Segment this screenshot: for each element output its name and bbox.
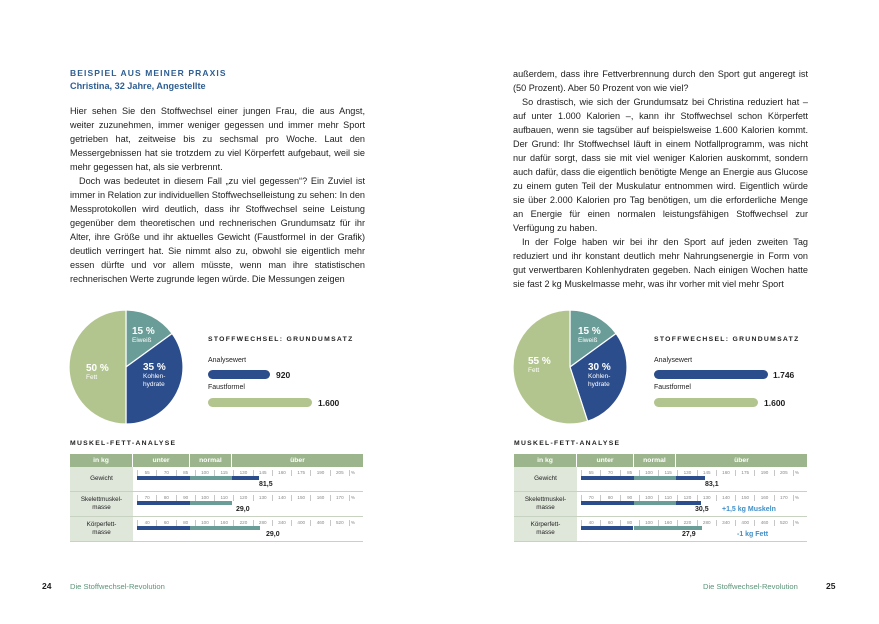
scale-tick: 460 (754, 520, 773, 526)
scale-tick: 100 (195, 470, 214, 476)
scale-tick: 70 (156, 470, 175, 476)
left-mfa-title: MUSKEL-FETT-ANALYSE (70, 440, 177, 447)
left-footer-title: Die Stoffwechsel-Revolution (70, 582, 165, 591)
mfa-band (137, 501, 191, 505)
mfa-row-label: Körperfett- masse (70, 517, 133, 541)
scale-tick: 170 (774, 495, 793, 501)
scale-tick: 140 (272, 495, 291, 501)
scale-tick: 205 (774, 470, 793, 476)
scale-tick: 160 (310, 495, 329, 501)
table-row (70, 492, 363, 517)
right-footer-title: Die Stoffwechsel-Revolution (703, 582, 798, 591)
scale-tick: 40 (137, 520, 156, 526)
right-mfa-header (514, 454, 807, 467)
scale-tick: 100 (195, 520, 214, 526)
scale-tick: % (349, 495, 359, 501)
scale-tick: 160 (214, 520, 233, 526)
scale-tick: 80 (620, 520, 639, 526)
mfa-band (581, 526, 633, 530)
scale-tick: 520 (330, 520, 349, 526)
scale-tick: 190 (754, 470, 773, 476)
mfa-band-normal (634, 501, 676, 505)
left-pie-label-kohlenhydrate: 35 % Kohlen- hydrate (143, 362, 166, 388)
left-page-number: 24 (42, 581, 52, 591)
scale-tick: 60 (156, 520, 175, 526)
left-faust-value: 1.600 (318, 398, 340, 408)
right-paragraph-2: So drastisch, wie sich der Grundumsatz bei Christina reduziert hat – auf unter 1.000 Kalorien –, kann ihr Stoffwechsel schon Körperfett aufbauen, wenn sie tagsüber auf beispielsweise 1.600 Kalorien kommt. Der Grund: Ihr Stoffwechsel läuft in einem Notfallprogramm, was nicht nur dafür sorgt, dass sie mit viel weniger Kalorien auskommt, sondern auch dafür, dass die eigentlich benötigte Menge an Energie aus Glucose zu einem guten Teil der Muskulatur entnommen wird. Eigentlich würde sie über 2.000 Kalorien pro Tag benötigen, um die erforderliche Menge an Energie für einen normalen leistungsfähigen Stoffwechsel zur Verfügung zu haben. (513, 97, 808, 233)
mfa-band-normal (634, 526, 702, 530)
left-faust-label: Faustformel (208, 384, 245, 391)
right-stoffwechsel-title: STOFFWECHSEL: GRUNDUMSATZ (654, 336, 800, 343)
scale-tick: 150 (291, 495, 310, 501)
mfa-row-delta: +1,5 kg Muskeln (722, 506, 776, 513)
scale-tick: 145 (253, 470, 272, 476)
right-faust-value: 1.600 (764, 398, 786, 408)
right-text-column (513, 67, 808, 291)
scale-tick: 175 (735, 470, 754, 476)
scale-tick: 220 (677, 520, 696, 526)
right-mfa-table (514, 454, 807, 542)
scale-tick: 100 (639, 470, 658, 476)
mfa-row-value: 29,0 (236, 506, 250, 513)
scale-tick: % (349, 520, 359, 526)
table-row (514, 467, 807, 492)
mfa-row-value: 27,9 (682, 531, 696, 538)
scale-tick: 170 (330, 495, 349, 501)
scale-tick: 130 (677, 470, 696, 476)
right-analyse-label: Analysewert (654, 357, 693, 364)
right-faust-bar (654, 398, 758, 407)
mfa-row-value: 81,5 (259, 481, 273, 488)
scale-tick: 160 (716, 470, 735, 476)
left-analyse-bar (208, 370, 270, 379)
left-kicker: BEISPIEL AUS MEINER PRAXIS (70, 68, 227, 78)
left-paragraph-2: Doch was bedeutet in diesem Fall „zu viel gegessen“? Ein Zuviel ist immer in Relation zur individuellen Stoffwechselleistung zu sehen: In den Messprotokollen wird deutlich, dass ihr Stoffwechsel seine Leistung gegenüber dem theoretischen und rechnerischen Grundumsatz für ihr Alter, ihre Größe und ihr aktuelles Gewicht (Faustformel in der Grafik) deutlich verringert hat. Sie nimmt also zu, obwohl sie eigentlich mehr essen dürfte und vor allem müsste, wenn man ihre statistischen rechnerischen Werte zugrunde legen würde. Die Messungen zeigen (70, 176, 365, 284)
right-pie-label-fett: 55 % Fett (528, 356, 551, 374)
scale-tick: 190 (310, 470, 329, 476)
left-pie-label-eiweiss: 15 % Eiweiß (132, 326, 155, 344)
scale-tick: 70 (581, 495, 600, 501)
right-analyse-value: 1.746 (773, 370, 795, 380)
mfa-header-unit: in kg (514, 454, 577, 467)
scale-tick: 55 (137, 470, 156, 476)
mfa-row-label: Skelettmuskel- masse (70, 492, 133, 516)
left-mfa-header (70, 454, 363, 467)
mfa-row-value: 83,1 (705, 481, 719, 488)
mfa-band (137, 526, 191, 530)
table-row (514, 517, 807, 542)
scale-tick: 520 (774, 520, 793, 526)
left-analyse-label: Analysewert (208, 357, 247, 364)
mfa-header-low: unter (577, 454, 634, 467)
scale-tick: 90 (176, 495, 195, 501)
scale-tick: 40 (581, 520, 600, 526)
right-analyse-bar (654, 370, 768, 379)
table-row (514, 492, 807, 517)
scale-tick: 110 (658, 495, 677, 501)
mfa-row-value: 30,5 (695, 506, 709, 513)
mfa-band-normal (190, 476, 232, 480)
right-page-number: 25 (826, 581, 836, 591)
right-pie-label-kohlenhydrate: 30 % Kohlen- hydrate (588, 362, 611, 388)
scale-tick: 160 (658, 520, 677, 526)
scale-tick: 280 (253, 520, 272, 526)
mfa-header-high: über (734, 457, 749, 464)
scale-tick: 280 (697, 520, 716, 526)
scale-tick: 460 (310, 520, 329, 526)
left-stoffwechsel-title: STOFFWECHSEL: GRUNDUMSATZ (208, 336, 354, 343)
scale-tick: 55 (581, 470, 600, 476)
scale-tick: % (793, 470, 803, 476)
scale-tick: 145 (697, 470, 716, 476)
scale-tick: 70 (137, 495, 156, 501)
scale-tick: 90 (620, 495, 639, 501)
left-text-column (70, 67, 365, 286)
table-row (70, 517, 363, 542)
scale-tick: 160 (754, 495, 773, 501)
mfa-row-label: Gewicht (70, 467, 133, 491)
left-subkicker: Christina, 32 Jahre, Angestellte (70, 81, 206, 91)
scale-tick: 100 (195, 495, 214, 501)
mfa-band-normal (634, 476, 676, 480)
left-pie-label-fett: 50 % Fett (86, 363, 109, 381)
scale-tick: 400 (735, 520, 754, 526)
scale-tick: 205 (330, 470, 349, 476)
scale-tick: 100 (639, 520, 658, 526)
mfa-header-unit: in kg (70, 454, 133, 467)
table-row (70, 467, 363, 492)
scale-tick: 340 (272, 520, 291, 526)
right-faust-label: Faustformel (654, 384, 691, 391)
right-mfa-title: MUSKEL-FETT-ANALYSE (514, 440, 621, 447)
left-analyse-value: 920 (276, 370, 291, 380)
mfa-band-normal (190, 526, 260, 530)
scale-tick: 100 (639, 495, 658, 501)
scale-tick: 85 (176, 470, 195, 476)
mfa-row-label: Körperfett- masse (514, 517, 577, 541)
scale-tick: 80 (156, 495, 175, 501)
mfa-header-normal: normal (190, 454, 232, 467)
scale-tick: 130 (253, 495, 272, 501)
mfa-row-value: 29,0 (266, 531, 280, 538)
mfa-row-label: Gewicht (514, 467, 577, 491)
mfa-row-delta: -1 kg Fett (737, 531, 769, 538)
right-paragraph-1: außerdem, dass ihre Fettverbrennung durch den Sport gut angeregt ist (50 Prozent). Aber 50 Prozent von wie viel? (513, 69, 808, 93)
scale-tick: 110 (214, 495, 233, 501)
mfa-row-label: Skelettmuskel- masse (514, 492, 577, 516)
scale-tick: 340 (716, 520, 735, 526)
scale-tick: 160 (272, 470, 291, 476)
left-mfa-table (70, 454, 363, 542)
scale-tick: 130 (697, 495, 716, 501)
scale-tick: 400 (291, 520, 310, 526)
mfa-band-normal (190, 501, 232, 505)
right-paragraph-3: In der Folge haben wir bei ihr den Sport auf jeden zweiten Tag reduziert und ihr konstant deutlich mehr Nahrungsenergie in Form von gut verwertbaren Kohlenhydraten gegeben. Nach einigen Wochen hatte sie fast 2 kg Muskelmasse mehr, was ihr vorher mit viel mehr Sport (513, 237, 808, 289)
scale-tick: 140 (716, 495, 735, 501)
scale-tick: 150 (735, 495, 754, 501)
scale-tick: 120 (677, 495, 696, 501)
scale-tick: 120 (233, 495, 252, 501)
left-faust-bar (208, 398, 312, 407)
mfa-header-low: unter (133, 454, 190, 467)
scale-tick: 70 (600, 470, 619, 476)
scale-tick: % (793, 520, 803, 526)
scale-tick: 85 (620, 470, 639, 476)
mfa-header-normal: normal (634, 454, 676, 467)
scale-tick: 220 (233, 520, 252, 526)
scale-tick: % (349, 470, 359, 476)
scale-tick: 115 (658, 470, 677, 476)
scale-tick: % (793, 495, 803, 501)
scale-tick: 60 (600, 520, 619, 526)
scale-tick: 115 (214, 470, 233, 476)
scale-tick: 175 (291, 470, 310, 476)
scale-tick: 80 (600, 495, 619, 501)
mfa-header-high: über (290, 457, 305, 464)
scale-tick: 80 (176, 520, 195, 526)
right-pie-label-eiweiss: 15 % Eiweiß (578, 326, 601, 344)
scale-tick: 130 (233, 470, 252, 476)
left-paragraph-1: Hier sehen Sie den Stoffwechsel einer jungen Frau, die aus Angst, weiter zuzunehmen, immer weniger gegessen und immer mehr Sport getrieben hat, zeitweise bis zu sechsmal pro Woche. Laut den Messergebnissen hat sie trotzdem zu viel Körperfett aufgebaut, weil sie mehr gegessen hat, als sie verbrennt. (70, 106, 365, 172)
